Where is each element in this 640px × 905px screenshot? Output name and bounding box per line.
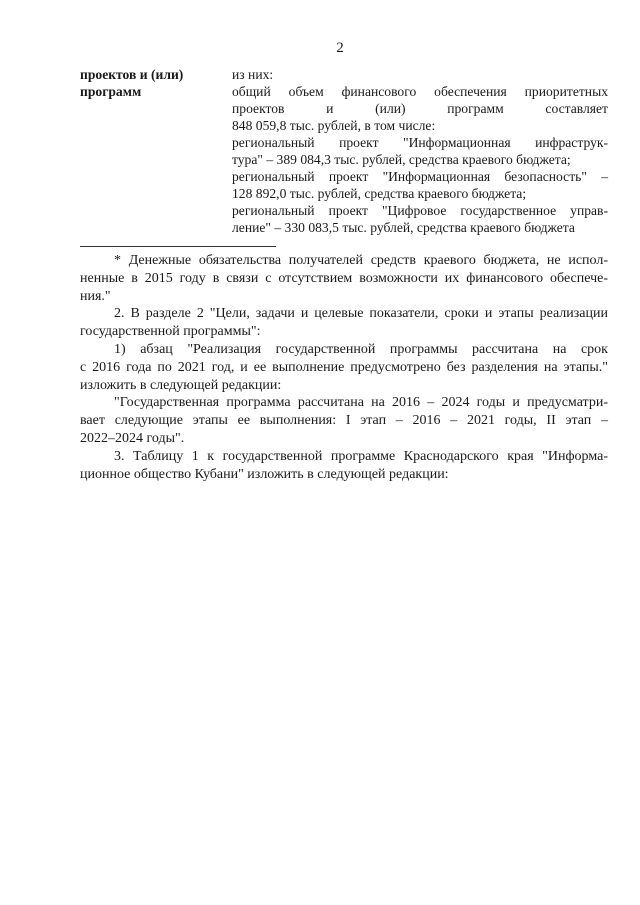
paragraph-line: 2022–2024 годы". — [80, 430, 185, 446]
value-line: региональный проект "Информационная безопасность" – — [232, 169, 608, 184]
document-body — [80, 252, 608, 483]
paragraph-line: "Государственная программа рассчитана на 2016 – 2024 годы и предусматри- — [114, 395, 608, 411]
page-number: 2 — [336, 40, 344, 56]
footnote-divider — [80, 246, 276, 247]
value-line: тура" – 389 084,3 тыс. рублей, средства краевого бюджета; — [232, 152, 571, 167]
value-line: ление" – 330 083,5 тыс. рублей, средства краевого бюджета — [232, 220, 575, 235]
paragraph-line: изложить в следующей редакции: — [80, 377, 282, 393]
footnote-line: * Денежные обязательства получателей средств краевого бюджета, не испол- — [114, 253, 608, 268]
table-row-value — [232, 66, 608, 236]
value-line: региональный проект "Цифровое государственное управ- — [232, 203, 608, 218]
value-line: 848 059,8 тыс. рублей, в том числе: — [232, 118, 436, 133]
paragraph-line: ционное общество Кубани" изложить в следующей редакции: — [80, 466, 449, 482]
value-line: общий объем финансового обеспечения приоритетных — [232, 84, 608, 99]
row-label-line: проектов и (или) — [80, 67, 184, 82]
paragraph-line: 3. Таблицу 1 к государственной программе Краснодарского края "Информа- — [114, 448, 608, 464]
paragraph-line: 1) абзац "Реализация государственной программы рассчитана на срок — [114, 341, 608, 357]
paragraph-line: с 2016 года по 2021 год, и ее выполнение предусмотрено без разделения на этапы." — [80, 359, 608, 375]
paragraph-line: вает следующие этапы ее выполнения: I этап – 2016 – 2021 годы, II этап – — [80, 413, 608, 429]
value-line: проектов и (или) программ составляет — [232, 101, 608, 116]
paragraph-line: государственной программы": — [80, 324, 261, 340]
value-line: 128 892,0 тыс. рублей, средства краевого бюджета; — [232, 186, 527, 201]
footnote-line: ния." — [80, 288, 111, 304]
value-line: из них: — [232, 67, 274, 82]
paragraph-line: 2. В разделе 2 "Цели, задачи и целевые показатели, сроки и этапы реализации — [114, 306, 608, 322]
table-row-label — [80, 66, 225, 100]
footnote-line: ненные в 2015 году в связи с отсутствием возможности их финансового обеспече- — [80, 270, 608, 286]
row-label-line: программ — [80, 84, 142, 99]
value-line: региональный проект "Информационная инфраструк- — [232, 135, 608, 150]
